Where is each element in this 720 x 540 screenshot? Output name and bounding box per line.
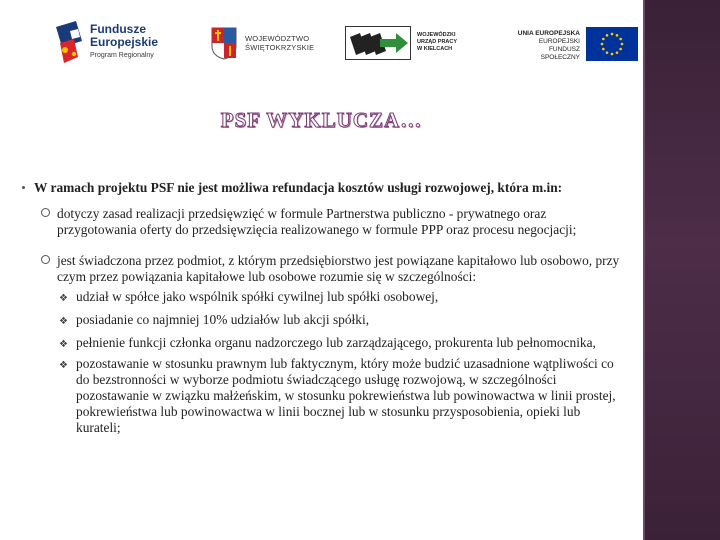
eu-star-icon xyxy=(621,43,624,46)
list-item-text: jest świadczona przez podmiot, z którym przedsiębiorstwo jest powiązane kapitałowo lub osobowo, przy czym przez powiązania kapitałowe lub osobowe rozumie się w szczególności: xyxy=(57,252,620,284)
eu-star-icon xyxy=(602,48,605,51)
sub-list-item-text: udział w spółce jako wspólnik spółki cywilnej lub spółki osobowej, xyxy=(76,289,439,305)
ws-line1: WOJEWÓDZTWO xyxy=(245,34,310,43)
ws-line2: ŚWIĘTOKRZYSKIE xyxy=(245,43,315,52)
fundusze-europejskie-logo-icon xyxy=(56,21,82,63)
list-item xyxy=(18,206,628,238)
wup-line2: URZĄD PRACY xyxy=(417,38,458,45)
eu-star-icon xyxy=(606,51,609,54)
eu-star-icon xyxy=(611,53,614,56)
list-item xyxy=(18,253,628,285)
sub-list-item-text: posiadanie co najmniej 10% udziałów lub akcji spółki, xyxy=(76,312,370,328)
triangle-bullet-icon: ❖ xyxy=(59,293,68,305)
eu-star-icon xyxy=(601,43,604,46)
slide-content xyxy=(18,180,628,437)
sub-list-item xyxy=(18,335,628,351)
swietokrzyskie-crest-icon xyxy=(210,26,238,60)
triangle-bullet-icon: ❖ xyxy=(59,339,68,351)
sub-list-item-text: pozostawanie w stosunku prawnym lub faktycznym, który może budzić uzasadnione wątpliwości co do bezstronności w wyborze podmiotu świadczącego usługę rozwojową, w szczególności pozostawanie w związku małżeńskim, w stosunku pokrewieństwa lub powinowactwa w linii prostej, pokrewieństwa lub powinowactwa w linii bocznej lub w stosunku przysposobienia, opieki lub kurateli; xyxy=(76,355,616,436)
logo-strip xyxy=(40,10,643,74)
eu-star-icon xyxy=(606,34,609,37)
eu-star-icon xyxy=(616,34,619,37)
decorative-sidebar xyxy=(643,0,720,540)
ue-line1: UNIA EUROPEJSKA xyxy=(517,30,580,37)
eu-flag-icon xyxy=(586,27,638,61)
ue-line3: FUNDUSZ SPOŁECZNY xyxy=(540,46,580,62)
ue-line2: EUROPEJSKI xyxy=(538,38,580,46)
eu-star-icon xyxy=(602,38,605,41)
wup-line1: WOJEWÓDZKI xyxy=(417,32,456,38)
eu-star-icon xyxy=(619,48,622,51)
fe-line3: Program Regionalny xyxy=(90,52,154,59)
triangle-bullet-icon: ❖ xyxy=(59,316,68,328)
wojewodztwo-logo xyxy=(245,34,314,52)
slide-title: PSF WYKLUCZA… xyxy=(220,108,423,132)
sub-list-item xyxy=(18,356,628,437)
small-dot-bullet-icon xyxy=(22,186,25,189)
circle-bullet-icon xyxy=(41,208,50,217)
sub-list-item xyxy=(18,289,628,305)
fe-line1: Fundusze xyxy=(90,22,146,36)
sub-list-item-text: pełnienie funkcji członka organu nadzorczego lub zarządzającego, prokurenta lub pełnomocnika, xyxy=(76,335,596,351)
wup-logo-mark xyxy=(345,26,411,60)
eu-star-icon xyxy=(611,33,614,36)
wup-arrow-icon xyxy=(346,27,410,59)
fe-line2: Europejskie xyxy=(90,35,159,49)
eu-star-icon xyxy=(616,51,619,54)
intro-text: W ramach projektu PSF nie jest możliwa refundacja kosztów usługi rozwojowej, która m.in: xyxy=(34,180,563,195)
eu-star-icon xyxy=(619,38,622,41)
intro-bullet xyxy=(18,180,628,196)
ue-logo xyxy=(510,30,580,63)
wup-line3: W KIELCACH xyxy=(417,45,453,52)
circle-bullet-icon xyxy=(41,255,50,264)
list-item-text: dotyczy zasad realizacji przedsięwzięć w formule Partnerstwa publiczno - prywatnego oraz przygotowania oferty do przedsięwzięcia realizowanego w formule PPP oraz procesu negocjacji; xyxy=(57,206,577,238)
triangle-bullet-icon: ❖ xyxy=(59,359,68,371)
wup-logo xyxy=(417,32,457,53)
fundusze-europejskie-logo xyxy=(90,23,158,59)
sub-list-item xyxy=(18,312,628,328)
